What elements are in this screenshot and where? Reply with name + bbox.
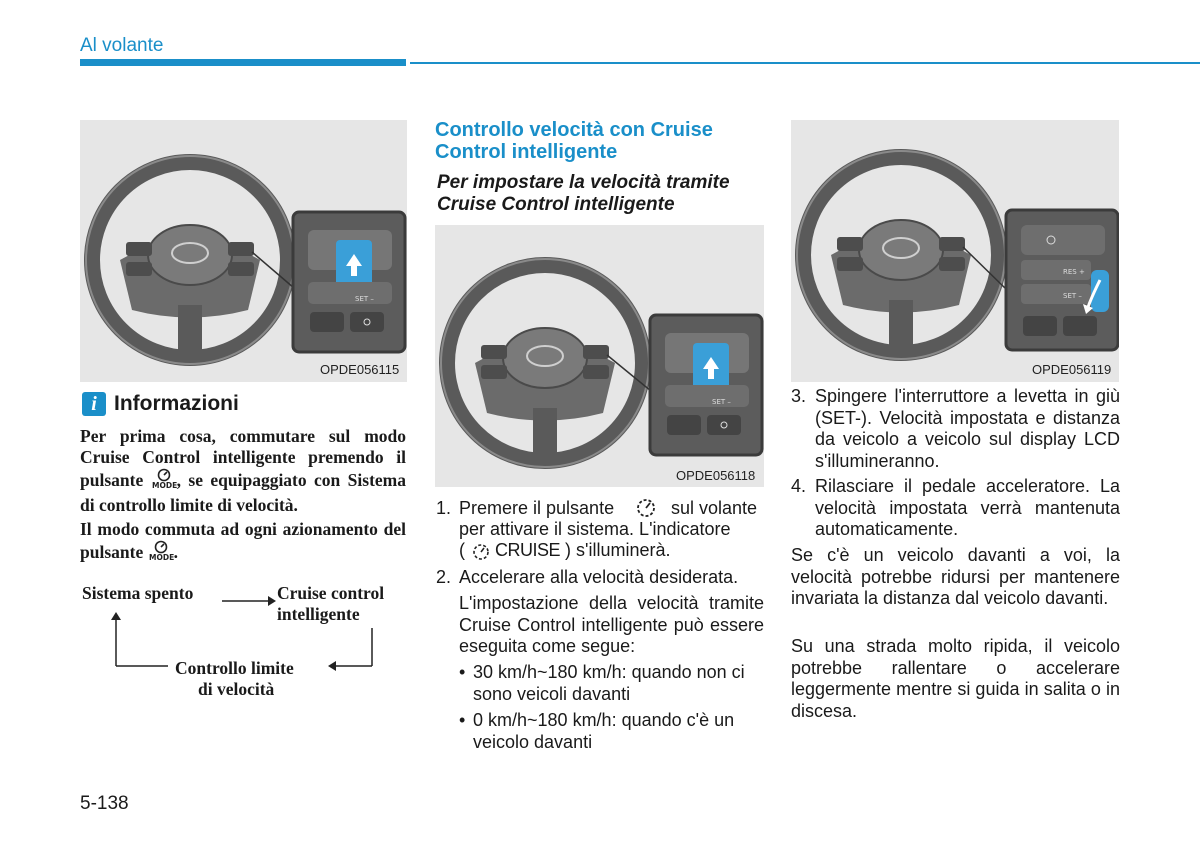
diagram-node-limit-1: Controllo limite: [175, 658, 294, 678]
right-paragraph-2: Su una strada molto ripida, il veicolo potrebbe rallentare o accelerare leggermente mentre si guida in salita o in discesa.: [791, 636, 1120, 721]
step-2-detail: L'impostazione della velocità tramite Cruise Control intelligente può essere eseguita come segue:: [459, 593, 764, 656]
step-1-number: 1.: [436, 498, 452, 518]
diagram-node-limit-2: di velocità: [198, 679, 275, 699]
figure-code-3: OPDE056119: [1032, 362, 1112, 377]
cruise-indicator-icon: [469, 541, 495, 561]
svg-text:SET –: SET –: [355, 295, 374, 303]
step-1-text-b: sul volante: [671, 498, 758, 518]
cruise-indicator-label: CRUISE: [495, 540, 561, 560]
info-para1-b: , se equipaggiato con Sistema di controllo limite di velocità.: [80, 470, 406, 515]
steering-wheel-illustration-1: [80, 120, 407, 382]
mode-icon: [151, 468, 177, 495]
info-para2-a: Il modo commuta ad ogni azionamento del pulsante: [80, 519, 406, 562]
bullet-1-text: 30 km/h~180 km/h: quando non ci sono veicoli davanti: [473, 662, 745, 704]
info-icon: i: [82, 392, 106, 416]
figure-code-2: OPDE056118: [676, 468, 756, 483]
svg-text:SET –: SET –: [712, 398, 731, 406]
header-rule-thin: [410, 62, 1200, 64]
step-3-text: Spingere l'interruttore a levetta in giù (SET-). Velocità impostata e distanza da veicolo a veicolo sul display LCD s'illumineranno.: [815, 386, 1120, 471]
step-2-text: Accelerare alla velocità desiderata.: [459, 567, 739, 587]
section-title: Al volante: [80, 35, 164, 56]
steering-wheel-figure-3: [791, 120, 1119, 382]
header-rule-thick: [80, 59, 406, 66]
info-para2-b: .: [173, 542, 178, 562]
cruise-button-icon: [632, 496, 660, 518]
diagram-node-cruise-1: Cruise control: [277, 583, 385, 603]
step-1-open-paren: (: [459, 540, 465, 560]
step-4-number: 4.: [791, 476, 807, 496]
svg-text:SET –: SET –: [1063, 292, 1082, 300]
steering-wheel-illustration-3: [791, 120, 1119, 382]
step-1-line-3: [459, 540, 670, 562]
steering-wheel-figure-2: [435, 225, 764, 487]
step-2-number: 2.: [436, 567, 452, 587]
diagram-node-cruise-2: intelligente: [277, 604, 360, 624]
svg-text:MODE: MODE: [151, 481, 177, 490]
mode-icon-2: [148, 540, 174, 567]
info-heading: [82, 392, 239, 416]
step-1-close-paren: ) s'illuminerà.: [565, 540, 671, 560]
right-paragraph-1: Se c'è un veicolo davanti a voi, la velocità potrebbe ridursi per mantenere invariata la distanza dal veicolo davanti.: [791, 545, 1120, 608]
info-para1-a: Per prima cosa, commutare sul modo Cruise Control intelligente premendo il pulsante: [80, 426, 406, 490]
svg-text:MODE: MODE: [148, 553, 174, 562]
step-3-number: 3.: [791, 386, 807, 406]
bullet-1-marker: •: [459, 662, 466, 682]
step-1-line-2: per attivare il sistema. L'indicatore: [459, 519, 731, 539]
info-paragraph-2: [80, 519, 406, 567]
diagram-node-off: Sistema spento: [82, 583, 194, 603]
main-heading-line-1: Controllo velocità con Cruise: [435, 119, 713, 141]
page-number: 5-138: [80, 793, 129, 814]
main-heading-line-2: Control intelligente: [435, 141, 618, 163]
bullet-2-marker: •: [459, 710, 466, 730]
info-paragraph-1: [80, 426, 406, 516]
diagram-arrows: [100, 590, 390, 680]
figure-code-1: OPDE056115: [320, 362, 400, 377]
steering-wheel-illustration-2: [435, 225, 764, 487]
subheading-line-1: Per impostare la velocità tramite: [437, 172, 730, 193]
steering-wheel-figure-1: [80, 120, 407, 382]
step-1-text-a: Premere il pulsante: [459, 498, 615, 518]
step-4-text: Rilasciare il pedale acceleratore. La velocità impostata verrà mantenuta automaticamente.: [815, 476, 1120, 539]
bullet-2-text: 0 km/h~180 km/h: quando c'è un veicolo davanti: [473, 710, 735, 752]
info-title: Informazioni: [114, 392, 239, 415]
subheading-line-2: Cruise Control intelligente: [437, 194, 675, 215]
svg-text:RES +: RES +: [1063, 268, 1085, 276]
